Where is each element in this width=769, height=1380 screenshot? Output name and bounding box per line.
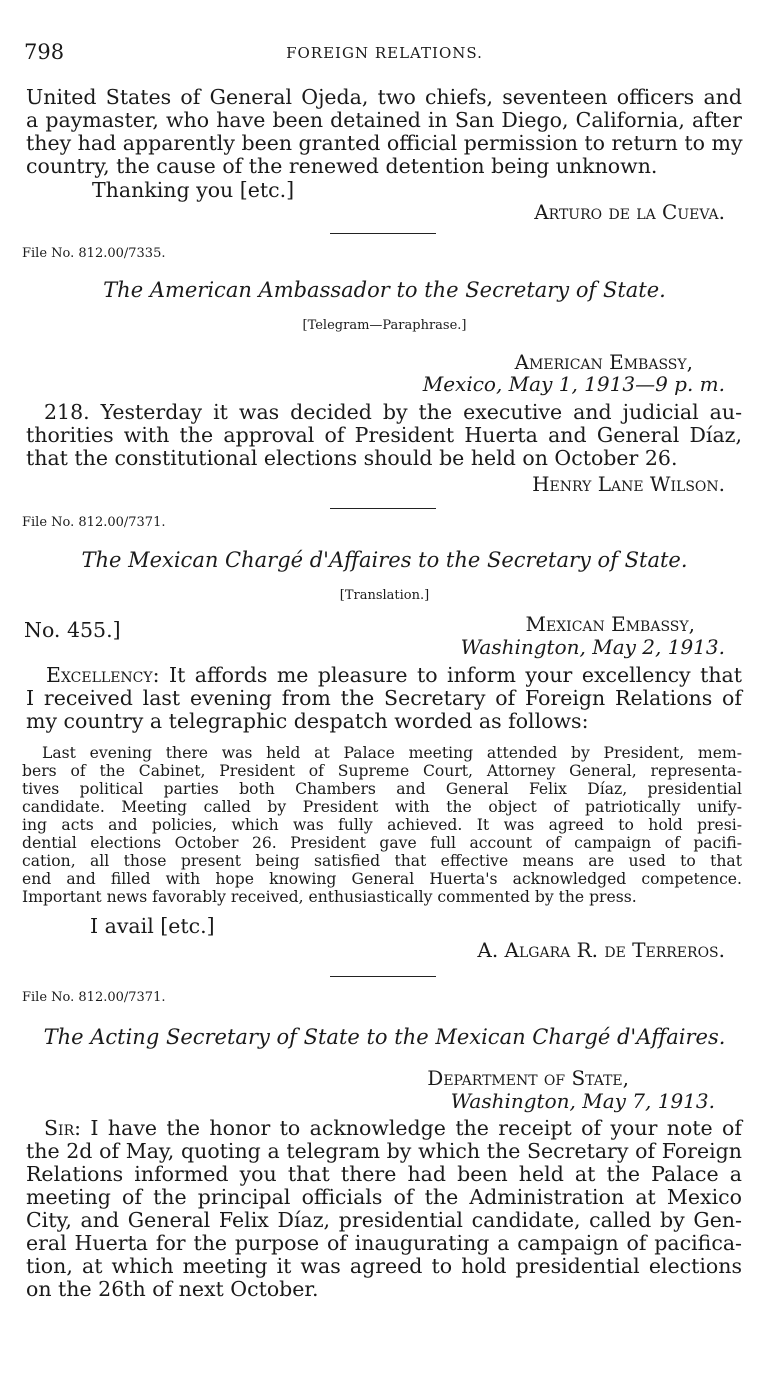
date-line: Washington, May 7, 1913. xyxy=(450,1089,715,1113)
signature: Henry Lane Wilson. xyxy=(532,472,725,496)
running-head: FOREIGN RELATIONS. xyxy=(286,44,483,62)
body-line: meeting of the principal officials of the Administration at Mexico xyxy=(26,1185,742,1209)
closing: Thanking you [etc.] xyxy=(92,178,295,202)
file-number: File No. 812.00/7371. xyxy=(22,515,166,530)
quoted-line: Last evening there was held at Palace meeting attended by President, mem- xyxy=(42,744,742,762)
body-line: country, the cause of the renewed detention being unknown. xyxy=(26,154,658,178)
body-line: that the constitutional elections should be held on October 26. xyxy=(26,446,678,470)
body-line: eral Huerta for the purpose of inaugurating a campaign of pacifica- xyxy=(26,1231,742,1255)
salutation: Sir xyxy=(44,1116,75,1140)
place-heading: American Embassy, xyxy=(514,350,693,374)
body-line: 218. Yesterday it was decided by the executive and judicial au- xyxy=(44,400,742,424)
quoted-line: candidate. Meeting called by President with the object of patriotically unify- xyxy=(22,798,742,816)
section-divider xyxy=(330,508,436,509)
section-divider xyxy=(330,233,436,234)
section-divider xyxy=(330,976,436,977)
quoted-line: dential elections October 26. President gave full account of campaign of pacifi- xyxy=(22,834,742,852)
document-title: The Acting Secretary of State to the Mexican Chargé d'Affaires. xyxy=(43,1025,726,1049)
body-line: a paymaster, who have been detained in San Diego, California, after xyxy=(26,108,742,132)
body-line: City, and General Felix Díaz, presidential candidate, called by Gen- xyxy=(26,1208,742,1232)
document-type-note: [Telegram—Paraphrase.] xyxy=(302,318,467,333)
document-type-note: [Translation.] xyxy=(339,588,430,603)
date-line: Mexico, May 1, 1913—9 p. m. xyxy=(422,372,725,396)
document-title: The American Ambassador to the Secretary of State. xyxy=(103,278,666,302)
body-line: Sir: I have the honor to acknowledge the receipt of your note of xyxy=(44,1116,742,1140)
body-line: on the 26th of next October. xyxy=(26,1277,319,1301)
quoted-line: Important news favorably received, enthusiastically commented by the press. xyxy=(22,888,637,906)
file-number: File No. 812.00/7371. xyxy=(22,990,166,1005)
body-line: the 2d of May, quoting a telegram by which the Secretary of Foreign xyxy=(26,1139,742,1163)
body-line: my country a telegraphic despatch worded as follows: xyxy=(26,709,589,733)
document-title: The Mexican Chargé d'Affaires to the Secretary of State. xyxy=(81,548,688,572)
salutation: Excellency xyxy=(46,663,153,687)
body-line: I received last evening from the Secretary of Foreign Relations of xyxy=(26,686,742,710)
date-line: Washington, May 2, 1913. xyxy=(460,635,725,659)
body-line: they had apparently been granted official permission to return to my xyxy=(26,131,743,155)
quoted-line: end and filled with hope knowing General Huerta's acknowledged competence. xyxy=(22,870,742,888)
quoted-line: cation, all those present being satisfied that effective means are used to that xyxy=(22,852,742,870)
place-heading: Department of State, xyxy=(427,1066,629,1090)
body-line: United States of General Ojeda, two chiefs, seventeen officers and xyxy=(26,85,742,109)
page-number: 798 xyxy=(24,40,65,64)
body-line: Excellency: It affords me pleasure to inform your excellency that xyxy=(46,663,742,687)
signature: A. Algara R. de Terreros. xyxy=(477,938,725,962)
body-line: thorities with the approval of President Huerta and General Díaz, xyxy=(26,423,742,447)
body-line: tion, at which meeting it was agreed to hold presidential elections xyxy=(26,1254,742,1278)
closing: I avail [etc.] xyxy=(90,914,215,938)
quoted-line: ing acts and policies, which was fully achieved. It was agreed to hold presi- xyxy=(22,816,742,834)
body-line: Relations informed you that there had been held at the Palace a xyxy=(26,1162,742,1186)
document-number: No. 455.] xyxy=(24,618,121,642)
file-number: File No. 812.00/7335. xyxy=(22,246,166,261)
quoted-line: bers of the Cabinet, President of Supreme Court, Attorney General, representa- xyxy=(22,762,742,780)
quoted-line: tives political parties both Chambers and General Felix Díaz, presidential xyxy=(22,780,742,798)
place-heading: Mexican Embassy, xyxy=(525,612,695,636)
signature: Arturo de la Cueva. xyxy=(534,200,725,224)
